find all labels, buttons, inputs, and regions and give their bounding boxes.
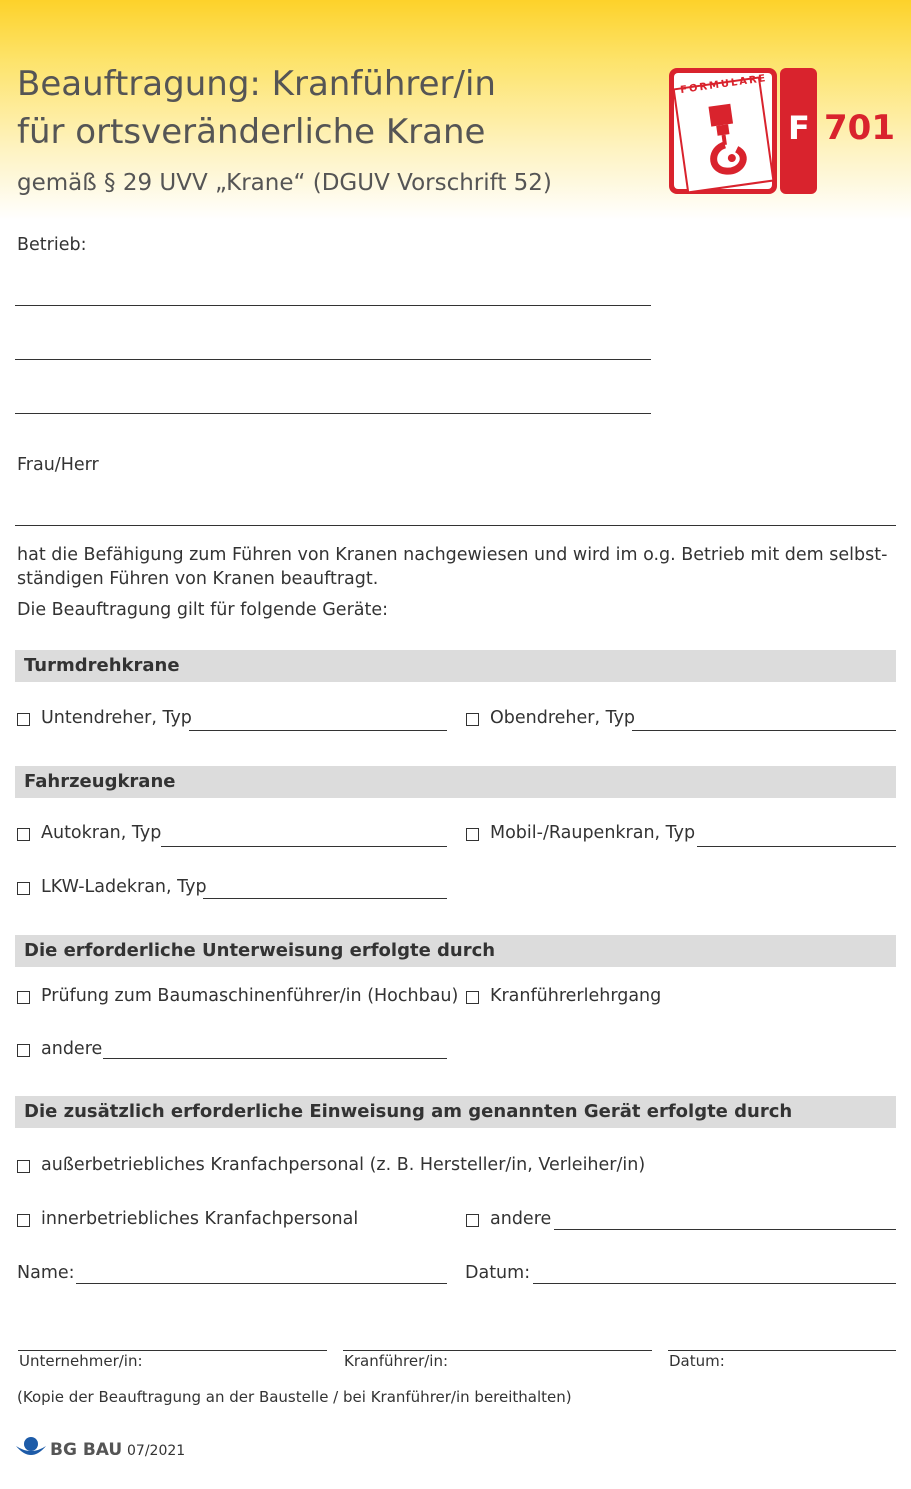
autokran-type-line[interactable] [161, 846, 447, 847]
pruefung-baumaschinenfuehrer-label: Prüfung zum Baumaschinenführer/in (Hochbau) [41, 986, 459, 1006]
unterweisung-andere-label: andere [41, 1039, 103, 1059]
einweisung-andere-label: andere [490, 1209, 552, 1229]
bg-bau-brand: BG BAU [50, 1440, 123, 1460]
mobil-raupenkran-type-line[interactable] [697, 846, 896, 847]
intro-text-line-1: hat die Befähigung zum Führen von Kranen nachgewiesen und wird im o.g. Betrieb mit dem selbst- [17, 545, 888, 565]
signature-label-unternehmer: Unternehmer/in: [19, 1352, 143, 1370]
untendreher-type-line[interactable] [189, 730, 447, 731]
unterweisung-andere-line[interactable] [103, 1058, 447, 1059]
checkbox-unterweisung-andere[interactable] [17, 1044, 30, 1057]
betrieb-input-line-2[interactable] [15, 359, 651, 360]
section-heading-unterweisung: Die erforderliche Unterweisung erfolgte durch [15, 935, 896, 967]
section-heading-einweisung: Die zusätzlich erforderliche Einweisung am genannten Gerät erfolgte durch [15, 1096, 896, 1128]
formulare-logo [668, 67, 818, 195]
form-date: 07/2021 [127, 1443, 186, 1459]
datum-label: Datum: [465, 1263, 531, 1283]
intro-text-2: Die Beauftragung gilt für folgende Geräte: [17, 600, 389, 620]
checkbox-mobil-raupenkran[interactable] [466, 828, 479, 841]
einweisung-andere-line[interactable] [554, 1229, 896, 1230]
kranfuehrerlehrgang-label: Kranführerlehrgang [490, 986, 662, 1006]
signature-line-unternehmer[interactable] [18, 1350, 327, 1351]
betrieb-input-line-3[interactable] [15, 413, 651, 414]
name-label: Name: [17, 1263, 75, 1283]
checkbox-autokran[interactable] [17, 828, 30, 841]
mobil-raupenkran-label: Mobil-/Raupenkran, Typ [490, 823, 696, 843]
name-input-line[interactable] [76, 1283, 447, 1284]
copy-note: (Kopie der Beauftragung an der Baustelle / bei Kranführer/in bereithalten) [17, 1388, 572, 1406]
betrieb-input-line-1[interactable] [15, 305, 651, 306]
betrieb-label: Betrieb: [17, 235, 87, 255]
checkbox-pruefung-baumaschinenfuehrer[interactable] [17, 991, 30, 1004]
form-title-line-2: für ortsveränderliche Krane [17, 112, 486, 152]
frau-herr-input-line[interactable] [15, 525, 896, 526]
signature-label-datum: Datum: [669, 1352, 725, 1370]
obendreher-type-line[interactable] [632, 730, 896, 731]
obendreher-label: Obendreher, Typ [490, 708, 636, 728]
untendreher-label: Untendreher, Typ [41, 708, 192, 728]
datum-input-line[interactable] [533, 1283, 896, 1284]
lkw-ladekran-label: LKW-Ladekran, Typ [41, 877, 207, 897]
signature-label-kranfuehrer: Kranführer/in: [344, 1352, 449, 1370]
checkbox-untendreher[interactable] [17, 713, 30, 726]
signature-line-kranfuehrer[interactable] [343, 1350, 652, 1351]
section-heading-turmdrehkrane: Turmdrehkrane [15, 650, 896, 682]
logo-stamp-text: FORMULARE [679, 72, 769, 97]
checkbox-ausserbetrieblich[interactable] [17, 1160, 30, 1173]
checkbox-obendreher[interactable] [466, 713, 479, 726]
checkbox-lkw-ladekran[interactable] [17, 882, 30, 895]
autokran-label: Autokran, Typ [41, 823, 162, 843]
form-number: 701 [824, 108, 895, 148]
form-subtitle: gemäß § 29 UVV „Krane“ (DGUV Vorschrift 52) [17, 170, 552, 196]
checkbox-einweisung-andere[interactable] [466, 1214, 479, 1227]
form-title-line-1: Beauftragung: Kranführer/in [17, 64, 496, 104]
intro-text-line-2: ständigen Führen von Kranen beauftragt. [17, 569, 379, 589]
checkbox-innerbetrieblich[interactable] [17, 1214, 30, 1227]
lkw-ladekran-type-line[interactable] [203, 898, 447, 899]
logo-letter: F [788, 109, 810, 147]
signature-line-datum[interactable] [668, 1350, 896, 1351]
checkbox-kranfuehrerlehrgang[interactable] [466, 991, 479, 1004]
ausserbetrieblich-label: außerbetriebliches Kranfachpersonal (z. B. Hersteller/in, Verleiher/in) [41, 1155, 646, 1175]
bg-bau-logo-icon [15, 1436, 47, 1460]
frau-herr-label: Frau/Herr [17, 455, 99, 475]
section-heading-fahrzeugkrane: Fahrzeugkrane [15, 766, 896, 798]
innerbetrieblich-label: innerbetriebliches Kranfachpersonal [41, 1209, 359, 1229]
